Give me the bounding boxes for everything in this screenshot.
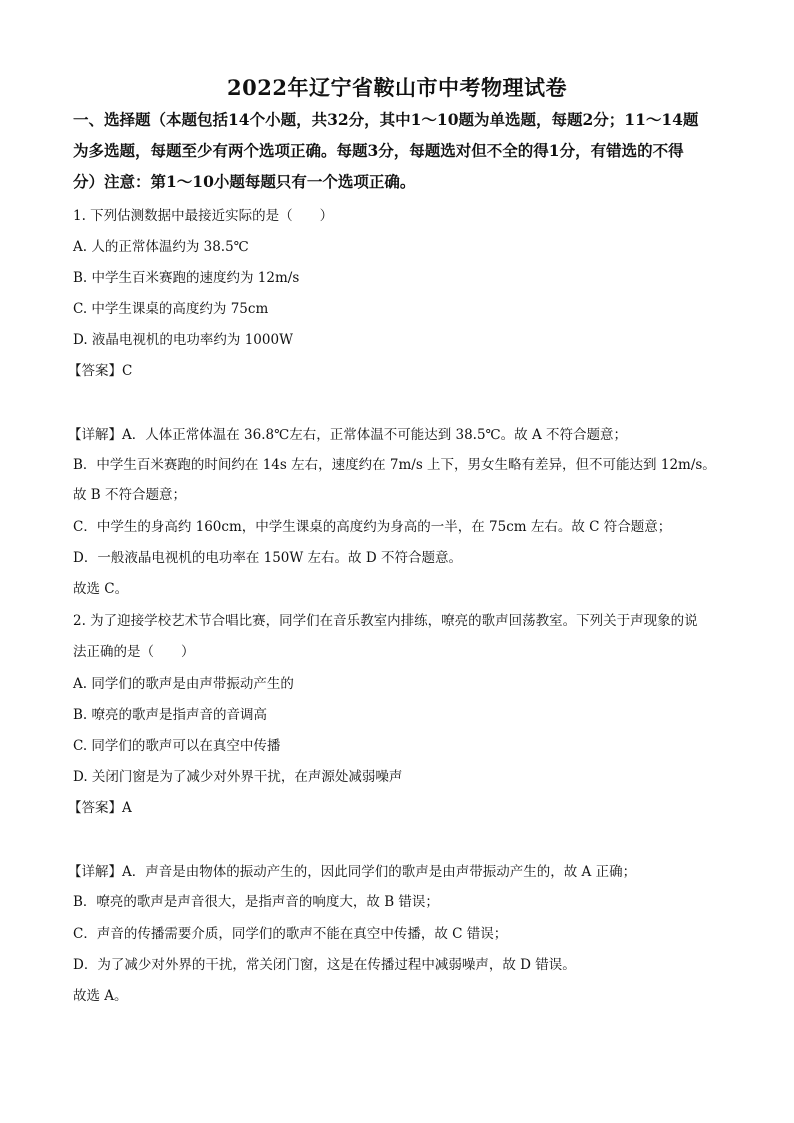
question-1-option-b: B. 中学生百米赛跑的速度约为 12m/s <box>73 270 300 286</box>
question-2-option-a: A. 同学们的歌声是由声带振动产生的 <box>73 676 294 692</box>
question-1-detail-line: B．中学生百米赛跑的时间约在 14s 左右，速度约在 7m/s 上下，男女生略有差异，但不可能达到 12m/s。 <box>73 457 716 473</box>
question-1-option-a: A. 人的正常体温约为 38.5℃ <box>73 239 249 255</box>
question-2-option-d: D. 关闭门窗是为了减少对外界干扰，在声源处减弱噪声 <box>73 769 403 785</box>
question-1-detail-line: 【详解】A．人体正常体温在 36.8℃左右，正常体温不可能达到 38.5℃。故 A 不符合题意； <box>68 427 627 443</box>
question-2-stem: 法正确的是（ ） <box>73 644 195 660</box>
section-heading-line: 分）注意：第1～10小题每题只有一个选项正确。 <box>73 172 416 191</box>
question-2-stem: 2. 为了迎接学校艺术节合唱比赛，同学们在音乐教室内排练，嘹亮的歌声回荡教室。下列关于声现象的说 <box>73 613 698 629</box>
section-heading-line: 为多选题，每题至少有两个选项正确。每题3分，每题选对但不全的得1分，有错选的不得 <box>73 141 684 160</box>
question-1-detail-line: D．一般液晶电视机的电功率在 150W 左右。故 D 不符合题意。 <box>73 550 462 566</box>
section-heading <box>73 104 723 197</box>
question-1-detail-line: 故 B 不符合题意； <box>73 487 187 503</box>
question-1-detail-line: C．中学生的身高约 160cm，中学生课桌的高度约为身高的一半，在 75cm 左右。故 C 符合题意； <box>73 519 672 535</box>
question-1-answer: 【答案】C <box>68 363 133 379</box>
question-1-option-c: C. 中学生课桌的高度约为 75cm <box>73 301 269 317</box>
page-title: 2022年辽宁省鞍山市中考物理试卷 <box>227 75 567 100</box>
question-1-option-d: D. 液晶电视机的电功率约为 1000W <box>73 332 293 348</box>
question-2-detail-line: C．声音的传播需要介质，同学们的歌声不能在真空中传播，故 C 错误； <box>73 926 508 942</box>
question-2-detail-line: 故选 A。 <box>73 988 128 1004</box>
question-2-detail-line: B．嘹亮的歌声是声音很大，是指声音的响度大，故 B 错误； <box>73 894 439 910</box>
question-1-detail-line: 故选 C。 <box>73 581 129 597</box>
section-heading-line: 一、选择题（本题包括14个小题，共32分，其中1～10题为单选题，每题2分；11～14题 <box>73 110 699 129</box>
question-2-option-c: C. 同学们的歌声可以在真空中传播 <box>73 738 281 754</box>
question-2-detail-line: 【详解】A．声音是由物体的振动产生的，因此同学们的歌声是由声带振动产生的，故 A 正确； <box>68 864 637 880</box>
question-2-answer: 【答案】A <box>68 800 132 816</box>
question-2-option-b: B. 嘹亮的歌声是指声音的音调高 <box>73 707 268 723</box>
question-2-detail-line: D．为了减少对外界的干扰，常关闭门窗，这是在传播过程中减弱噪声，故 D 错误。 <box>73 957 576 973</box>
question-1-stem: 1. 下列估测数据中最接近实际的是（ ） <box>73 208 334 224</box>
